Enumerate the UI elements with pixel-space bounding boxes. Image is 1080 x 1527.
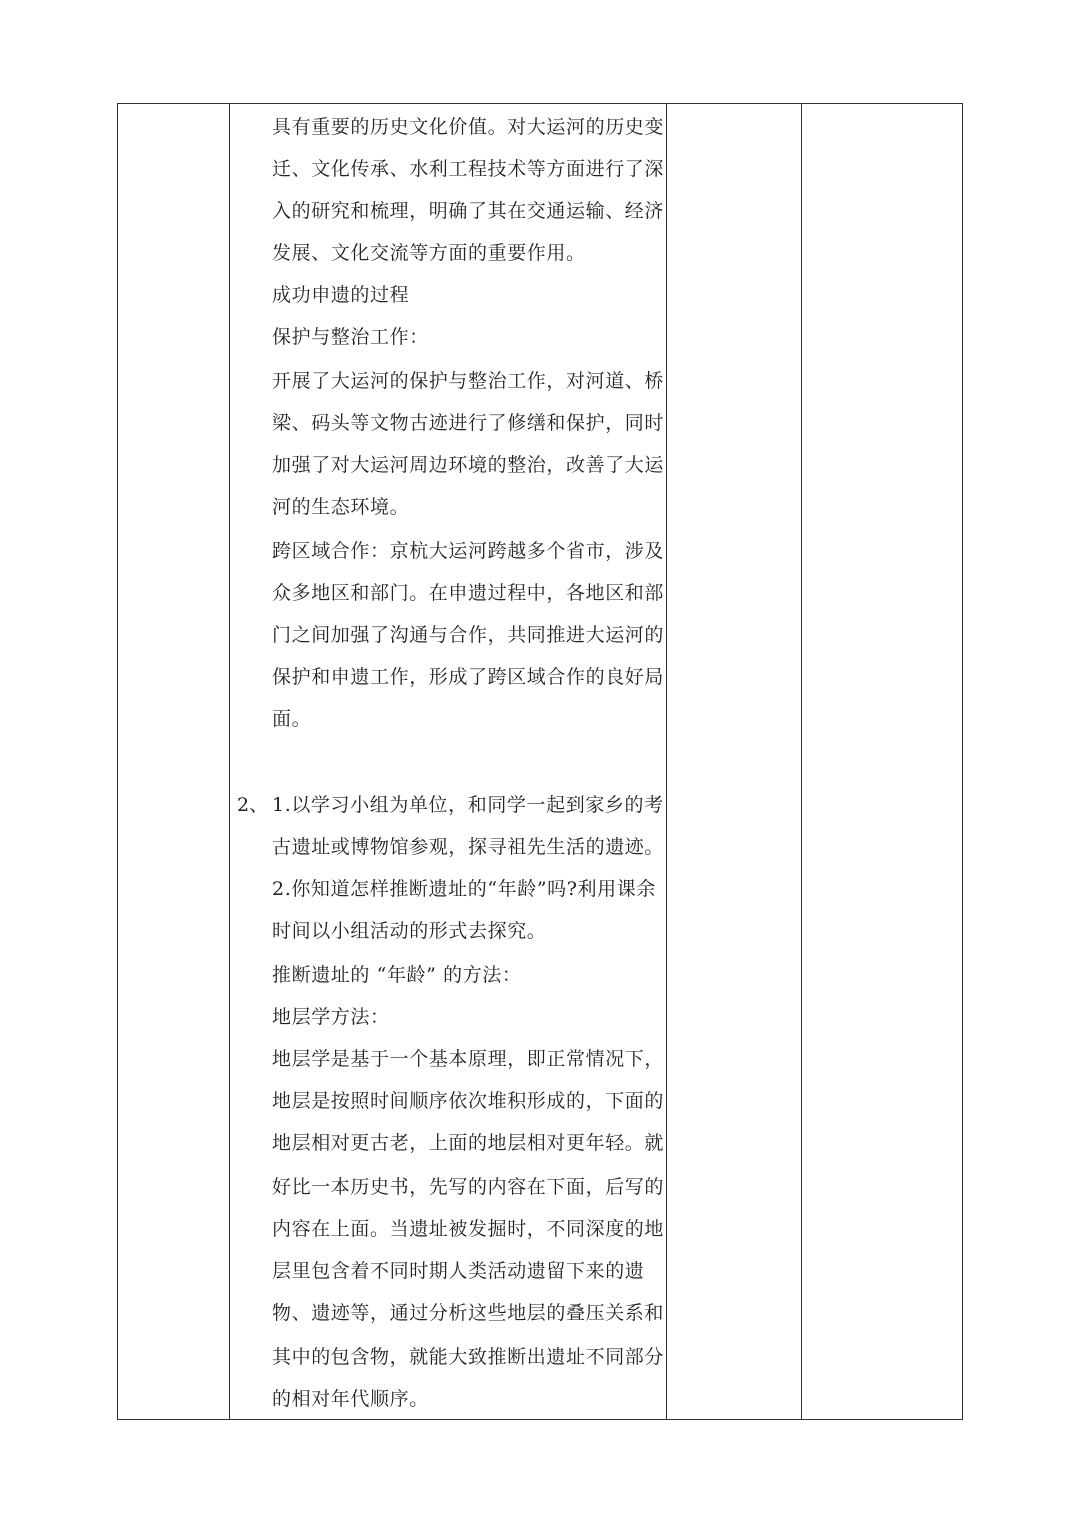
column-divider-3	[801, 104, 802, 1419]
subsection-heading: 推断遗址的 “年龄” 的方法：	[272, 964, 522, 986]
text-line: 加强了对大运河周边环境的整治，改善了大运	[272, 454, 665, 476]
text-line: 梁、码头等文物古迹进行了修缮和保护，同时	[272, 412, 665, 434]
text-line: 入的研究和梳理，明确了其在交通运输、经济	[272, 200, 665, 222]
text-line: 地层是按照时间顺序依次堆积形成的，下面的	[272, 1090, 665, 1112]
text-line: 的相对年代顺序。	[272, 1388, 429, 1410]
text-line: 地层相对更古老，上面的地层相对更年轻。就	[272, 1132, 665, 1154]
text-line: 河的生态环境。	[272, 496, 410, 518]
lesson-table	[117, 103, 963, 1420]
column-divider-2	[666, 104, 667, 1419]
text-line: 迁、文化传承、水利工程技术等方面进行了深	[272, 158, 665, 180]
text-line: 地层学是基于一个基本原理，即正常情况下，	[272, 1048, 665, 1070]
text-line: 好比一本历史书，先写的内容在下面，后写的	[272, 1176, 665, 1198]
text-line: 内容在上面。当遗址被发掘时，不同深度的地	[272, 1218, 665, 1240]
section-heading: 成功申遗的过程	[272, 284, 410, 306]
item-number: 2、	[237, 794, 269, 816]
text-line: 1.以学习小组为单位，和同学一起到家乡的考	[272, 794, 664, 816]
subsection-heading: 保护与整治工作：	[272, 326, 429, 348]
subsection-heading: 地层学方法：	[272, 1006, 390, 1028]
text-line: 众多地区和部门。在申遗过程中，各地区和部	[272, 582, 665, 604]
text-line: 发展、文化交流等方面的重要作用。	[272, 242, 586, 264]
text-line: 跨区域合作：京杭大运河跨越多个省市，涉及	[272, 540, 665, 562]
text-line: 具有重要的历史文化价值。对大运河的历史变	[272, 116, 665, 138]
text-line: 层里包含着不同时期人类活动遗留下来的遗	[272, 1260, 645, 1282]
text-line: 其中的包含物，就能大致推断出遗址不同部分	[272, 1346, 665, 1368]
text-line: 门之间加强了沟通与合作，共同推进大运河的	[272, 624, 665, 646]
text-line: 2.你知道怎样推断遗址的“年龄”吗?利用课余	[272, 878, 656, 900]
text-line: 开展了大运河的保护与整治工作，对河道、桥	[272, 370, 665, 392]
text-line: 时间以小组活动的形式去探究。	[272, 920, 547, 942]
text-line: 面。	[272, 708, 312, 730]
text-line: 物、遗迹等，通过分析这些地层的叠压关系和	[272, 1302, 665, 1324]
column-divider-1	[229, 104, 230, 1419]
text-line: 古遗址或博物馆参观，探寻祖先生活的遗迹。	[272, 836, 665, 858]
text-line: 保护和申遗工作，形成了跨区域合作的良好局	[272, 666, 665, 688]
